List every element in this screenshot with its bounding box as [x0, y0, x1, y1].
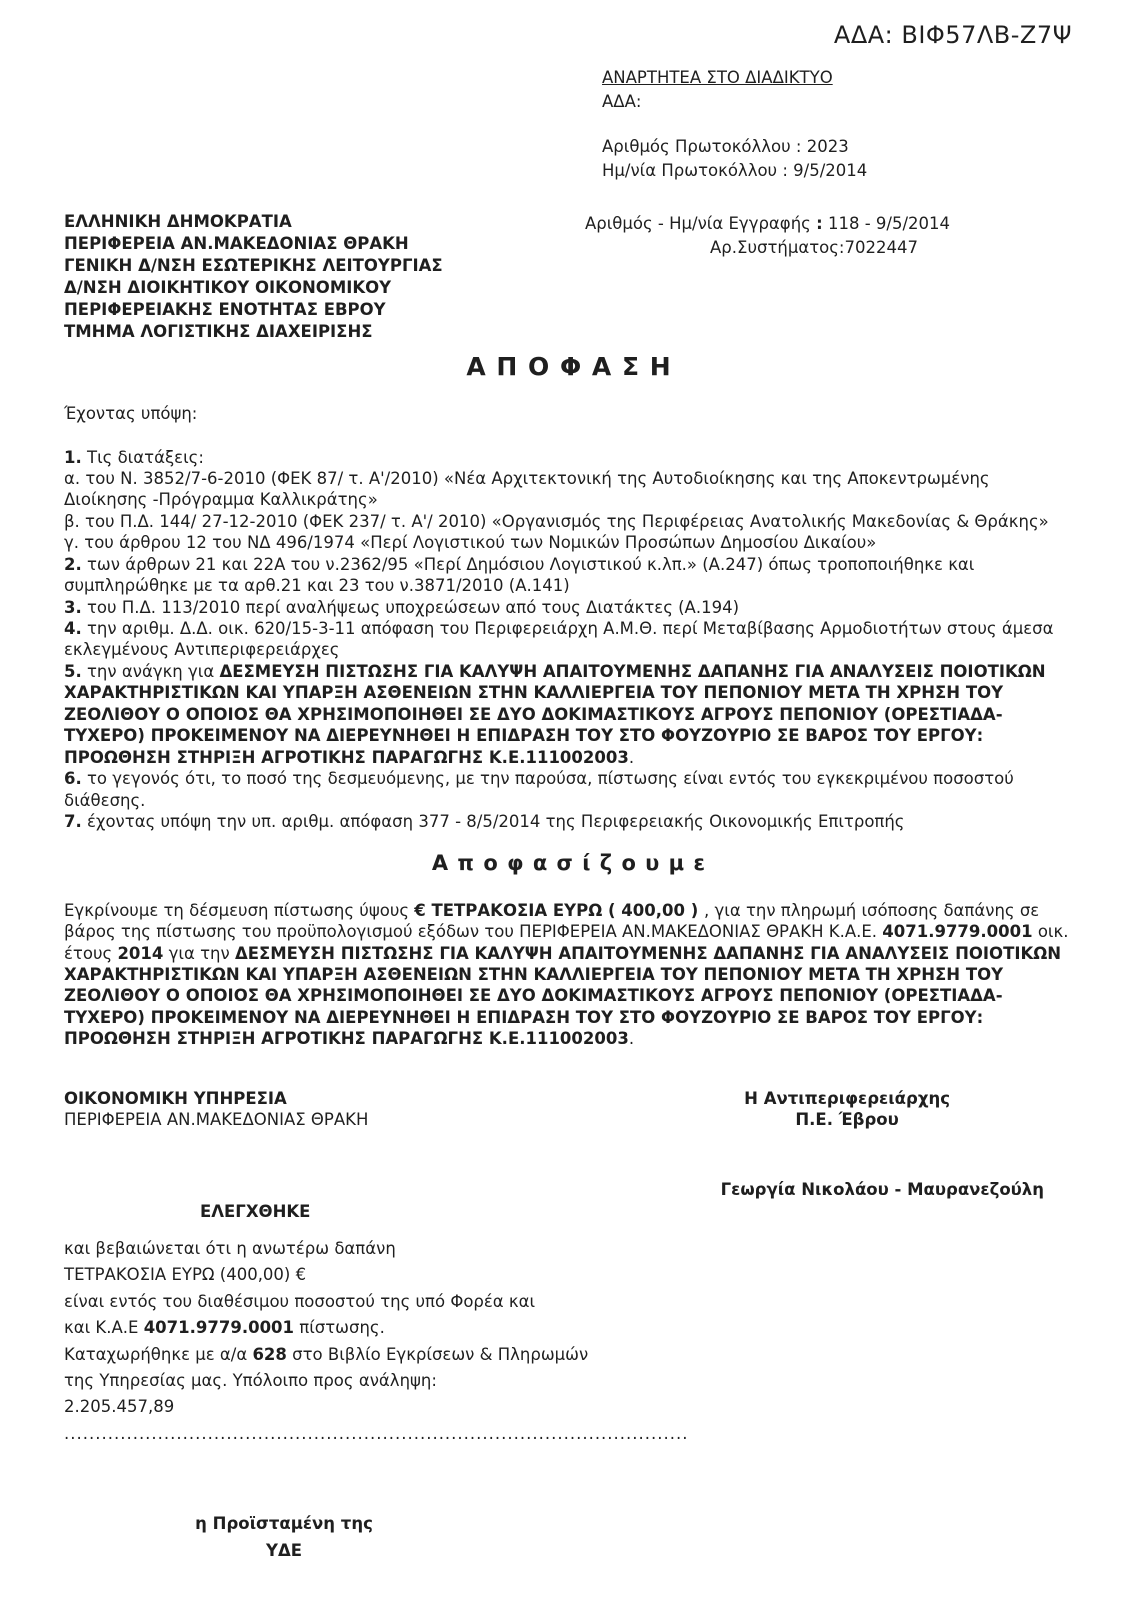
agency-line: ΕΛΛΗΝΙΚΗ ΔΗΜΟΚΡΑΤΙΑ: [64, 211, 292, 231]
approval-paragraph: [64, 900, 1074, 1050]
system-number-value: 7022447: [844, 238, 918, 258]
item-number: 4.: [64, 619, 82, 638]
item-number: 5.: [64, 661, 82, 681]
remaining-balance: 2.205.457,89: [64, 1397, 175, 1417]
item-number: 7.: [64, 811, 82, 831]
considerations-list: [64, 447, 1074, 833]
item-text: την αριθμ. Δ.Δ. οικ. 620/15-3-11 απόφαση του Περιφερειάρχη Α.Μ.Θ. περί Μεταβίβασης Αρμοδιοτήτων στους άμεσα εκλεγμένους Αντιπεριφερειάρχες: [64, 619, 1054, 660]
approval-kae-code: 4071.9779.0001: [882, 922, 1033, 942]
protocol-number-label: Αριθμός Πρωτοκόλλου :: [602, 137, 802, 157]
approval-purpose: ΔΕΣΜΕΥΣΗ ΠΙΣΤΩΣΗΣ ΓΙΑ ΚΑΛΥΨΗ ΑΠΑΙΤΟΥΜΕΝΗΣ ΔΑΠΑΝΗΣ ΓΙΑ ΑΝΑΛΥΣΕΙΣ ΠΟΙΟΤΙΚΩΝ ΧΑΡΑΚΤΗΡΙΣΤΙΚΩΝ ΚΑΙ ΥΠΑΡΞΗ ΑΣΘΕΝΕΙΩΝ ΣΤΗΝ ΚΑΛΛΙΕΡΓΕΙΑ ΤΟΥ ΠΕΠΟΝΙΟΥ ΜΕΤΑ ΤΗ ΧΡΗΣΗ ΤΟΥ ΖΕΟΛΙΘΟΥ Ο ΟΠΟΙΟΣ ΘΑ ΧΡΗΣΙΜΟΠΟΙΗΘΕΙ ΣΕ ΔΥΟ ΔΟΚΙΜΑΣΤΙΚΟΥΣ ΑΓΡΟΥΣ ΠΕΠΟΝΙΟΥ (ΟΡΕΣΤΙΑΔΑ-ΤΥΧΕΡΟ) ΠΡΟΚΕΙΜΕΝΟΥ ΝΑ ΔΙΕΡΕΥΝΗΘΕΙ Η ΕΠΙΔΡΑΣΗ ΤΟΥ ΣΤΟ ΦΟΥΖΟΥΡΙΟ ΣΕ ΒΑΡΟΣ ΤΟΥ ΕΡΓΟΥ: ΠΡΟΩΘΗΣΗ ΣΤΗΡΙΞΗ ΑΓΡΟΤΙΚΗΣ ΠΑΡΑΓΩΓΗΣ Κ.Ε.111002003: [64, 943, 1062, 1049]
decision-heading: Α π ο φ α σ ί ζ ο υ μ ε: [431, 851, 707, 876]
item-text: Τις διατάξεις:: [81, 447, 204, 467]
protocol-date-value: 9/5/2014: [793, 160, 868, 180]
ada-label: ΑΔΑ:: [602, 91, 642, 111]
agency-line: ΠΕΡΙΦΕΡΕΙΑΚΗΣ ΕΝΟΤΗΤΑΣ ΕΒΡΟΥ: [64, 299, 386, 319]
item-number: 2.: [64, 554, 82, 574]
head-of-service-title: η Προϊσταμένη της: [195, 1514, 373, 1534]
verification-amount-line: ΤΕΤΡΑΚΟΣΙΑ ΕΥΡΩ (400,00) €: [64, 1265, 307, 1285]
registration-line: [585, 213, 1074, 234]
consideration-item-5: [64, 661, 1074, 768]
posting-block: [602, 67, 1074, 112]
verification-text: πίστωσης.: [294, 1318, 385, 1338]
checked-and-name-row: [64, 1179, 1074, 1222]
approval-text: οικ. έτους: [64, 922, 1069, 963]
system-number-line: [585, 237, 1074, 258]
consideration-item-2: [64, 554, 1074, 597]
ada-code: ΑΔΑ: ΒΙΦ57ΛΒ-Ζ7Ψ: [833, 21, 1072, 49]
checked-stamp: ΕΛΕΓΧΘΗΚΕ: [200, 1201, 311, 1221]
preamble: Έχοντας υπόψη:: [64, 404, 198, 424]
signatory-name: Γεωργία Νικολάου - Μαυρανεζούλη: [720, 1179, 1044, 1199]
approval-text: .: [628, 1029, 635, 1049]
vice-governor-region: Π.Ε. Έβρου: [795, 1110, 899, 1130]
agency-line: ΓΕΝΙΚΗ Δ/ΝΣΗ ΕΣΩΤΕΡΙΚΗΣ ΛΕΙΤΟΥΡΓΙΑΣ: [64, 255, 443, 275]
item-text: του Π.Δ. 113/2010 περί αναλήψεως υποχρεώσεων από τους Διατάκτες (Α.194): [81, 597, 740, 617]
consideration-item-6: [64, 768, 1074, 811]
head-of-service-block: [174, 1511, 394, 1564]
consideration-item-1: [64, 447, 1074, 468]
verification-block: [64, 1236, 1074, 1447]
consideration-item-7: [64, 811, 1074, 832]
agency-line: ΤΜΗΜΑ ΛΟΓΙΣΤΙΚΗΣ ΔΙΑΧΕΙΡΙΣΗΣ: [64, 321, 373, 341]
protocol-number-line: [602, 136, 1074, 157]
vice-governor-block: [744, 1088, 950, 1131]
item-text: .: [628, 747, 635, 767]
protocol-block: [602, 136, 1074, 181]
approval-text: για την: [163, 943, 235, 963]
item-number: 3.: [64, 597, 82, 617]
approval-text: Εγκρίνουμε τη δέσμευση πίστωσης ύψους: [64, 900, 415, 920]
consideration-item-1c: γ. του άρθρου 12 του ΝΔ 496/1974 «Περί Λογιστικού των Νομικών Προσώπων Δημοσίου Δικαίου»: [64, 533, 877, 553]
financial-service-block: [64, 1088, 368, 1131]
signature-row: [64, 1088, 1074, 1131]
posting-notice: ΑΝΑΡΤΗΤΕΑ ΣΤΟ ΔΙΑΔΙΚΤΥΟ: [602, 68, 833, 88]
document-title: Α Π Ο Φ Α Σ Η: [466, 351, 672, 381]
item-bold-text: ΔΕΣΜΕΥΣΗ ΠΙΣΤΩΣΗΣ ΓΙΑ ΚΑΛΥΨΗ ΑΠΑΙΤΟΥΜΕΝΗΣ ΔΑΠΑΝΗΣ ΓΙΑ ΑΝΑΛΥΣΕΙΣ ΠΟΙΟΤΙΚΩΝ ΧΑΡΑΚΤΗΡΙΣΤΙΚΩΝ ΚΑΙ ΥΠΑΡΞΗ ΑΣΘΕΝΕΙΩΝ ΣΤΗΝ ΚΑΛΛΙΕΡΓΕΙΑ ΤΟΥ ΠΕΠΟΝΙΟΥ ΜΕΤΑ ΤΗ ΧΡΗΣΗ ΤΟΥ ΖΕΟΛΙΘΟΥ Ο ΟΠΟΙΟΣ ΘΑ ΧΡΗΣΙΜΟΠΟΙΗΘΕΙ ΣΕ ΔΥΟ ΔΟΚΙΜΑΣΤΙΚΟΥΣ ΑΓΡΟΥΣ ΠΕΠΟΝΙΟΥ (ΟΡΕΣΤΙΑΔΑ-ΤΥΧΕΡΟ) ΠΡΟΚΕΙΜΕΝΟΥ ΝΑ ΔΙΕΡΕΥΝΗΘΕΙ Η ΕΠΙΔΡΑΣΗ ΤΟΥ ΣΤΟ ΦΟΥΖΟΥΡΙΟ ΣΕ ΒΑΡΟΣ ΤΟΥ ΕΡΓΟΥ: ΠΡΟΩΘΗΣΗ ΣΤΗΡΙΞΗ ΑΓΡΟΤΙΚΗΣ ΠΑΡΑΓΩΓΗΣ Κ.Ε.111002003: [64, 661, 1046, 767]
kae-code: 4071.9779.0001: [143, 1318, 295, 1338]
approval-amount: € ΤΕΤΡΑΚΟΣΙΑ ΕΥΡΩ ( 400,00 ): [414, 900, 704, 920]
agency-line: ΠΕΡΙΦΕΡΕΙΑ ΑΝ.ΜΑΚΕΔΟΝΙΑΣ ΘΡΑΚΗ: [64, 233, 409, 253]
consideration-item-3: [64, 597, 1074, 618]
item-text: των άρθρων 21 και 22Α του ν.2362/95 «Περί Δημόσιου Λογιστικού κ.λπ.» (Α.247) όπως τροποποιήθηκε και συμπληρώθηκε με τα αρθ.21 και 23 του ν.3871/2010 (Α.141): [64, 554, 975, 596]
protocol-date-line: [602, 160, 1074, 181]
verification-kae-line: [64, 1315, 1074, 1341]
system-number-label: Αρ.Συστήματος:: [710, 238, 845, 258]
verification-text: και Κ.Α.Ε: [64, 1318, 144, 1338]
register-number: 628: [252, 1344, 287, 1364]
registration-block: [585, 211, 1074, 343]
verification-register-line: [64, 1342, 1074, 1368]
agency-block: [64, 211, 443, 343]
consideration-item-1b: β. του Π.Δ. 144/ 27-12-2010 (ΦΕΚ 237/ τ. Α'/ 2010) «Οργανισμός της Περιφέρειας Ανατολικής Μακεδονίας & Θράκης»: [64, 511, 1049, 531]
letterhead-row: [64, 211, 1074, 343]
registration-colon: :: [816, 213, 823, 233]
item-number: 1.: [64, 447, 82, 467]
item-number: 6.: [64, 769, 82, 789]
approval-text: , για την πληρωμή ισόποσης δαπάνης σε βάρος της πίστωσης του προϋπολογισμού εξόδων του ΠΕΡΙΦΕΡΕΙΑ ΑΝ.ΜΑΚΕΔΟΝΙΑΣ ΘΡΑΚΗ Κ.Α.Ε.: [64, 900, 1040, 942]
item-text: έχοντας υπόψη την υπ. αριθμ. απόφαση 377 - 8/5/2014 της Περιφερειακής Οικονομικής Επιτροπής: [81, 811, 905, 831]
verification-text: στο Βιβλίο Εγκρίσεων & Πληρωμών: [286, 1344, 589, 1364]
financial-service-sub: ΠΕΡΙΦΕΡΕΙΑ ΑΝ.ΜΑΚΕΔΟΝΙΑΣ ΘΡΑΚΗ: [64, 1110, 369, 1130]
dotted-line: ....................................................................................................: [64, 1423, 689, 1443]
protocol-date-label: Ημ/νία Πρωτοκόλλου :: [602, 160, 788, 180]
verification-line: είναι εντός του διαθέσιμου ποσοστού της υπό Φορέα και: [64, 1291, 536, 1311]
consideration-item-4: [64, 618, 1074, 661]
verification-line: της Υπηρεσίας μας. Υπόλοιπο προς ανάληψη:: [64, 1371, 437, 1390]
agency-line: Δ/ΝΣΗ ΔΙΟΙΚΗΤΙΚΟΥ ΟΙΚΟΝΟΜΙΚΟΥ: [64, 277, 392, 297]
verification-line: και βεβαιώνεται ότι η ανωτέρω δαπάνη: [64, 1239, 396, 1259]
head-of-service-unit: ΥΔΕ: [266, 1540, 302, 1560]
registration-value: 118 - 9/5/2014: [827, 213, 950, 233]
item-text: την ανάγκη για: [81, 661, 220, 681]
item-text: το γεγονός ότι, το ποσό της δεσμευόμενης, με την παρούσα, πίστωσης είναι εντός του εγκεκριμένου ποσοστού διάθεσης.: [64, 769, 1014, 810]
consideration-item-1a: α. του Ν. 3852/7-6-2010 (ΦΕΚ 87/ τ. Α'/2010) «Νέα Αρχιτεκτονική της Αυτοδιοίκησης και της Αποκεντρωμένης Διοίκησης -Πρόγραμμα Καλλικράτης»: [64, 468, 990, 510]
vice-governor-title: Η Αντιπεριφερειάρχης: [744, 1088, 950, 1108]
approval-year: 2014: [117, 943, 164, 963]
registration-label: Αριθμός - Ημ/νία Εγγραφής: [584, 213, 811, 233]
verification-text: Καταχωρήθηκε με α/α: [64, 1344, 253, 1364]
protocol-number-value: 2023: [806, 137, 849, 157]
financial-service-title: ΟΙΚΟΝΟΜΙΚΗ ΥΠΗΡΕΣΙΑ: [64, 1088, 287, 1108]
